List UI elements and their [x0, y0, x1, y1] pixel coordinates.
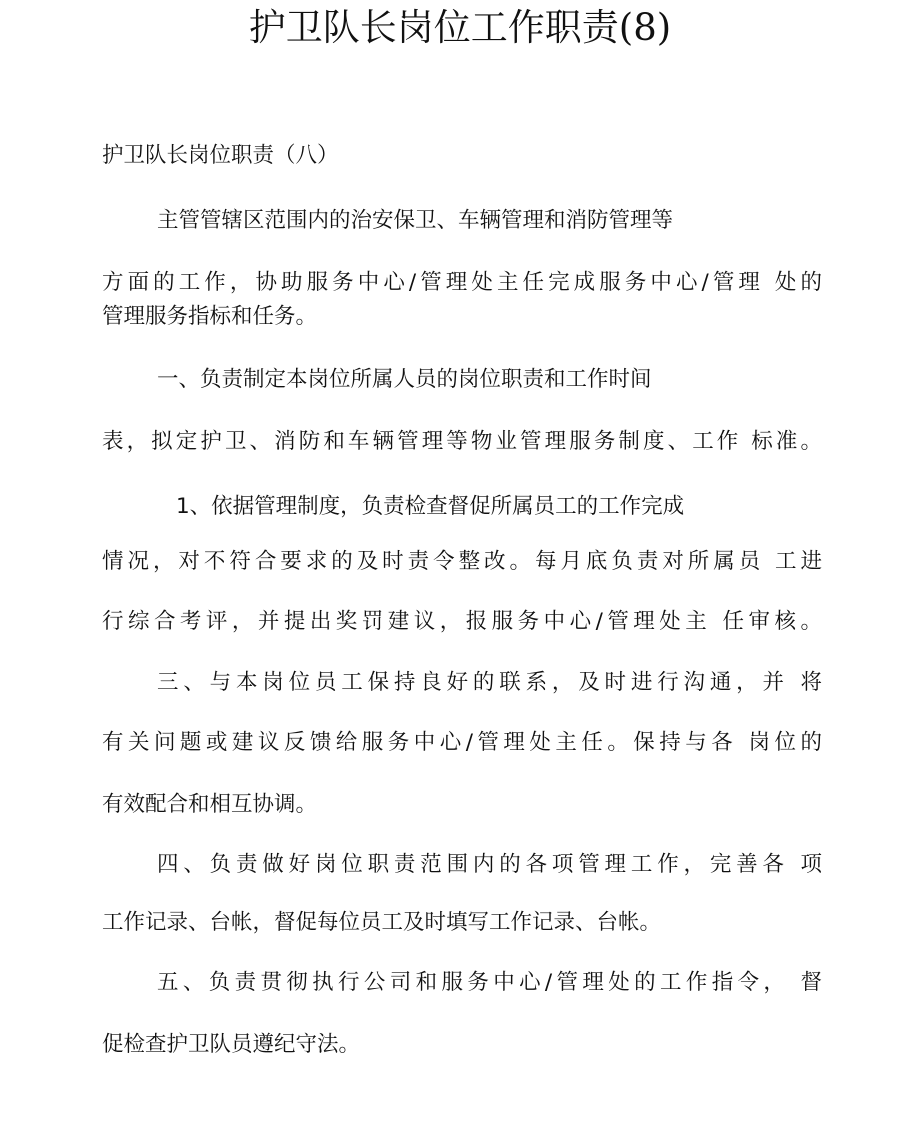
- section-heading: 护卫队长岗位职责（八）: [102, 143, 339, 168]
- paragraph-line: 五、负责贯彻执行公司和服务中心/管理处的工作指令， 督: [157, 970, 822, 995]
- paragraph-line: 工作记录、台帐，督促每位员工及时填写工作记录、台帐。: [102, 910, 662, 935]
- paragraph-line: 表，拟定护卫、消防和车辆管理等物业管理服务制度、工作 标准。: [102, 429, 822, 454]
- paragraph-line: 一、负责制定本岗位所属人员的岗位职责和工作时间: [157, 367, 652, 392]
- paragraph-line: 管理服务指标和任务。: [102, 304, 318, 329]
- document-title: 护卫队长岗位工作职责(8): [248, 6, 672, 49]
- paragraph-line: 有关问题或建议反馈给服务中心/管理处主任。保持与各 岗位的: [102, 730, 822, 755]
- paragraph-line: 1、依据管理制度，负责检查督促所属员工的工作完成: [176, 494, 685, 519]
- paragraph-line: 行综合考评，并提出奖罚建议，报服务中心/管理处主 任审核。: [102, 609, 822, 634]
- paragraph-line: 主管管辖区范围内的治安保卫、车辆管理和消防管理等: [157, 208, 674, 233]
- paragraph-line: 情况，对不符合要求的及时责令整改。每月底负责对所属员 工进: [102, 549, 822, 574]
- paragraph-line: 四、负责做好岗位职责范围内的各项管理工作，完善各 项: [157, 852, 822, 877]
- paragraph-line: 三、与本岗位员工保持良好的联系，及时进行沟通，并 将: [157, 670, 822, 695]
- paragraph-line: 方面的工作，协助服务中心/管理处主任完成服务中心/管理 处的: [102, 270, 822, 295]
- paragraph-line: 有效配合和相互协调。: [102, 792, 318, 817]
- paragraph-line: 促检查护卫队员遵纪守法。: [102, 1032, 361, 1057]
